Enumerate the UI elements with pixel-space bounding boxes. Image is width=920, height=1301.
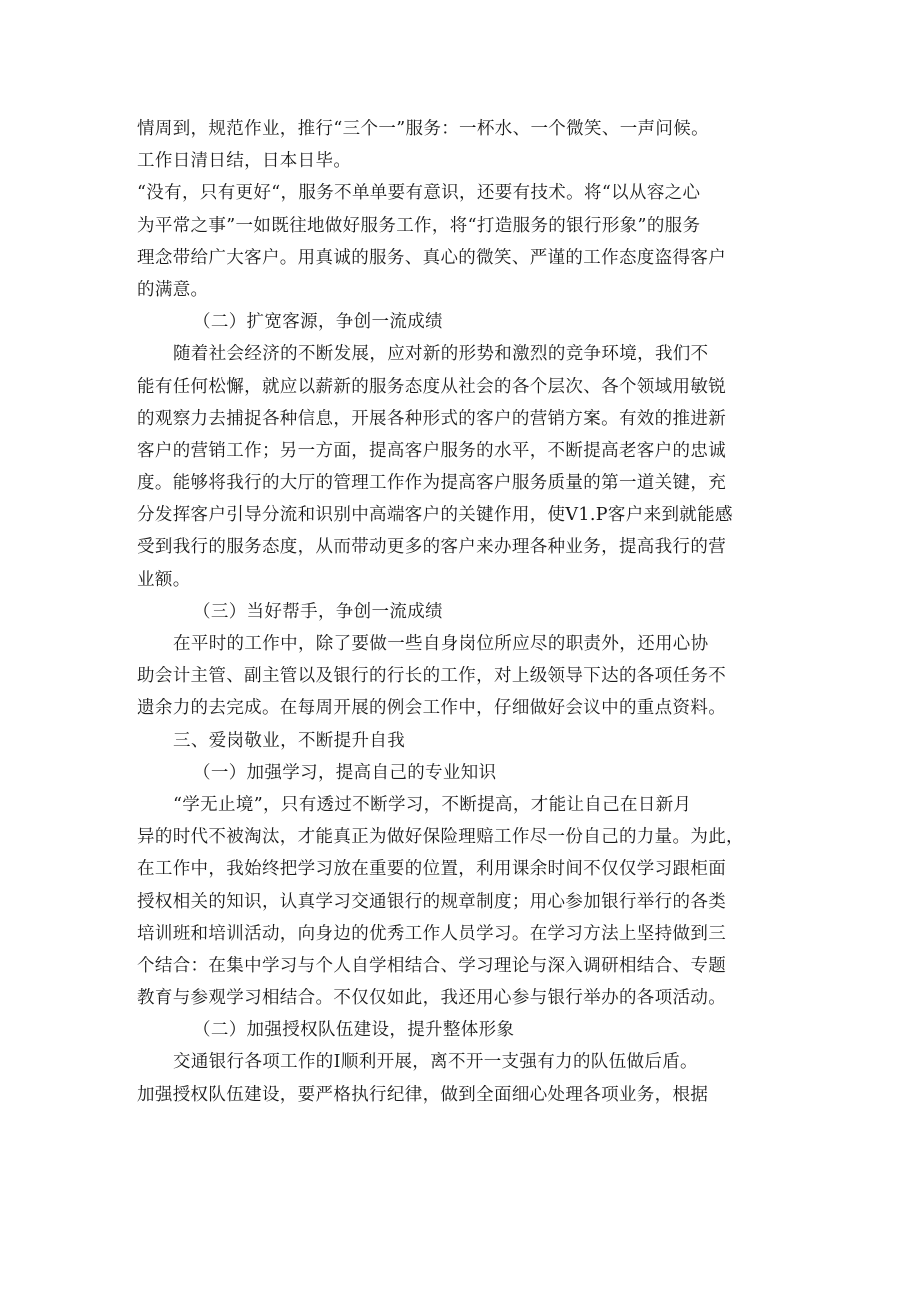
text-line: 交通银行各项工作的I顺利开展，离不开一支强有力的队伍做后盾。 — [173, 1052, 698, 1073]
text-line: 客户的营销工作；另一方面，提高客户服务的水平，不断提高老客户的忠诚 — [137, 440, 727, 461]
text-line: 在工作中，我始终把学习放在重要的位置，利用课余时间不仅仅学习跟柜面 — [137, 859, 727, 880]
text-line: 分发挥客户引导分流和识别中高端客户的关键作用，使V1.P客户来到就能感 — [137, 505, 733, 526]
text-line: 受到我行的服务态度，从而带动更多的客户来办理各种业务，提高我行的营 — [137, 537, 727, 558]
text-line: 度。能够将我行的大厅的管理工作作为提高客户服务质量的第一道关键，充 — [137, 473, 727, 494]
text-line: 为平常之事”一如既往地做好服务工作，将“打造服务的银行形象”的服务 — [137, 215, 701, 236]
text-line: 在平时的工作中，除了要做一些自身岗位所应尽的职责外，还用心协 — [173, 634, 709, 654]
section-heading: （一）加强学习，提高自己的专业知识 — [193, 762, 497, 783]
section-heading: （二）扩宽客源，争创一流成绩 — [193, 312, 443, 333]
text-line: 培训班和培训活动，向身边的优秀工作人员学习。在学习方法上坚持做到三 — [137, 923, 727, 944]
chapter-heading: 三、爱岗敬业，不断提升自我 — [173, 730, 406, 751]
text-line: 随着社会经济的不断发展，应对新的形势和激烈的竞争环境，我们不 — [173, 344, 709, 365]
section-heading: （三）当好帮手，争创一流成绩 — [193, 601, 443, 622]
text-line: 教育与参观学习相结合。不仅仅如此，我还用心参与银行举办的各项活动。 — [137, 988, 727, 1009]
text-line: “学无止境”，只有透过不断学习，不断提高，才能让自己在日新月 — [173, 794, 692, 815]
document-body — [137, 113, 797, 1111]
text-line: 业额。 — [137, 569, 191, 590]
text-line: 异的时代不被淘汰，才能真正为做好保险理赔工作尽一份自己的力量。为此， — [137, 827, 744, 848]
text-line: 的观察力去捕捉各种信息，开展各种形式的客户的营销方案。有效的推进新 — [137, 408, 727, 429]
text-line: 的满意。 — [137, 279, 209, 300]
text-line: 加强授权队伍建设，要严格执行纪律，做到全面细心处理各项业务，根据 — [137, 1084, 709, 1105]
text-line: 工作日清日结，日本日毕。 — [137, 151, 352, 172]
section-heading: （二）加强授权队伍建设，提升整体形象 — [193, 1020, 515, 1041]
text-line: “没有，只有更好“，服务不单单要有意识，还要有技术。将“以从容之心 — [137, 183, 701, 204]
text-line: 个结合：在集中学习与个人自学相结合、学习理论与深入调研相结合、专题 — [137, 955, 727, 976]
text-line: 遗余力的去完成。在每周开展的例会工作中，仔细做好会议中的重点资料。 — [137, 698, 727, 719]
text-line: 授权相关的知识，认真学习交通银行的规章制度；用心参加银行举行的各类 — [137, 891, 727, 912]
text-line: 理念带给广大客户。用真诚的服务、真心的微笑、严谨的工作态度盗得客户 — [137, 247, 727, 268]
text-line: 能有任何松懈，就应以薪新的服务态度从社会的各个层次、各个领域用敏锐 — [137, 376, 727, 397]
text-line: 助会计主管、副主管以及银行的行长的工作，对上级领导下达的各项任务不 — [137, 666, 727, 687]
text-line: 情周到，规范作业，推行“三个一”服务：一杯水、一个微笑、一声问候。 — [137, 119, 709, 139]
